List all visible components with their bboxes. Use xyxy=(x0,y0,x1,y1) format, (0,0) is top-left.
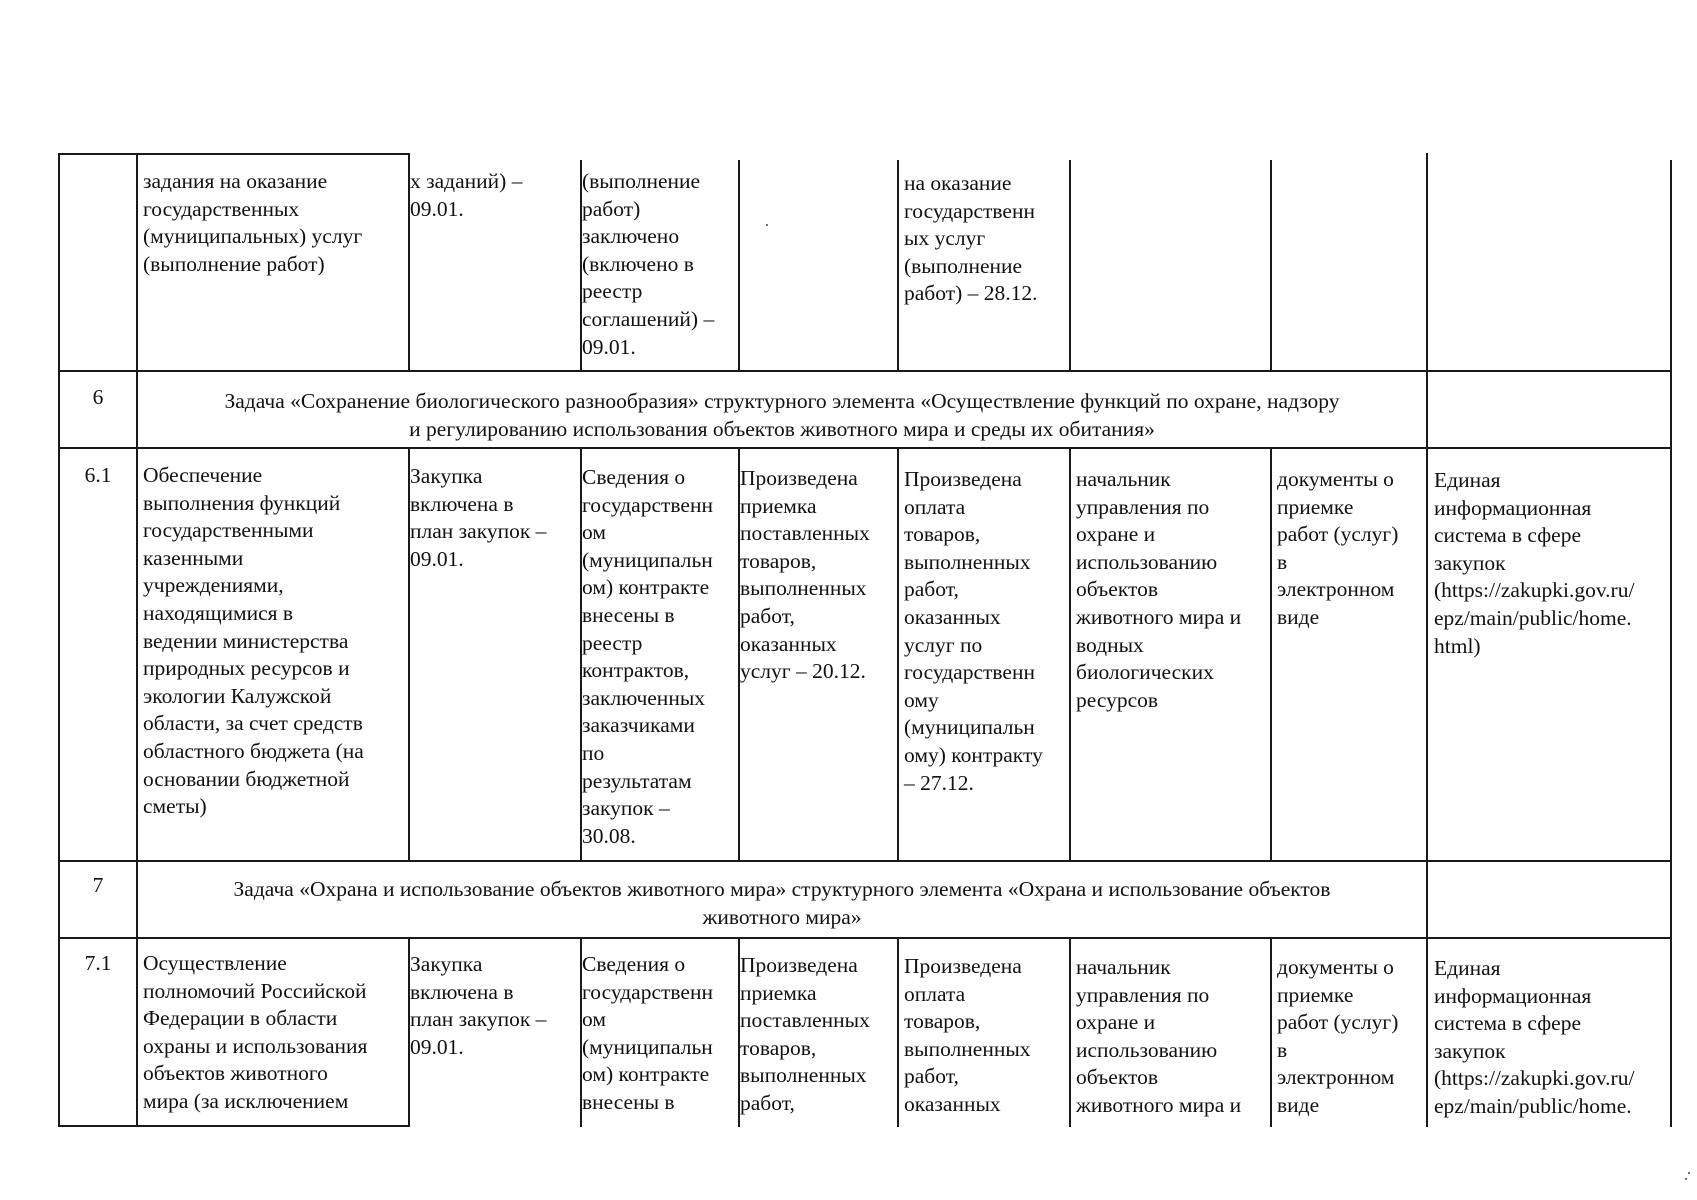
table-rule-col-9 xyxy=(1426,153,1428,1127)
table-rule-col-6 xyxy=(1069,937,1071,1127)
table-rule-col-10 xyxy=(1670,160,1672,1127)
table-rule-col-1 xyxy=(136,153,138,1127)
row-6-1-number: 6.1 xyxy=(84,463,112,487)
row-7-1-event1: Закупка включена в план закупок – 09.01. xyxy=(410,952,547,1059)
task-6-text: Задача «Сохранение биологического разнообразия» структурного элемента «Осуществление функций по охране, надзору и регулированию использования объектов животного мира и среды их обитания» xyxy=(224,389,1340,441)
table-rule-col-7 xyxy=(1270,160,1272,372)
row-7-1-system: Единая информационная система в сфере закупок (https://zakupki.gov.ru/ epz/main/public/home. xyxy=(1434,956,1635,1118)
row-7-1-event3: Произведена приемка поставленных товаров, выполненных работ, xyxy=(740,953,870,1115)
table-rule-bottom xyxy=(58,1125,408,1127)
table-rule-col-6 xyxy=(1069,160,1071,372)
row-6-1-event1: Закупка включена в план закупок – 09.01. xyxy=(410,464,547,571)
row-6-1-event3: Произведена приемка поставленных товаров, выполненных работ, оказанных услуг – 20.12. xyxy=(740,466,870,684)
top-row-event4-cell: на оказание государственн ых услуг (выполнение работ) – 28.12. xyxy=(904,171,1038,306)
row-7-1-document: документы о приемке работ (услуг) в электронном виде xyxy=(1277,955,1399,1117)
table-rule-col-7 xyxy=(1270,937,1272,1127)
scan-speck xyxy=(766,224,768,226)
table-rule-col-5 xyxy=(897,937,899,1127)
table-rule-top xyxy=(58,153,408,155)
table-rule-col-7 xyxy=(1270,447,1272,862)
task-6-number: 6 xyxy=(92,385,104,409)
top-row-name-cell: задания на оказание государственных (муниципальных) услуг (выполнение работ) xyxy=(143,169,363,276)
table-rule-row-6-1 xyxy=(58,447,1672,449)
table-rule-col-5 xyxy=(897,160,899,372)
row-7-1-event4: Произведена оплата товаров, выполненных работ, оказанных xyxy=(904,954,1031,1116)
scan-speck xyxy=(1685,1178,1687,1180)
row-7-1-responsible: начальник управления по охране и использованию объектов животного мира и xyxy=(1076,955,1242,1117)
row-6-1-system: Единая информационная система в сфере закупок (https://zakupki.gov.ru/ epz/main/public/home. html) xyxy=(1434,468,1635,658)
table-rule-col-5 xyxy=(897,447,899,862)
row-6-1-name: Обеспечение выполнения функций государственными казенными учреждениями, находящимися в ведении министерства природных ресурсов и экологии Калужской области, за счет средств областного бюджета (на основании бюджетной сметы) xyxy=(143,463,364,819)
row-7-1-event2: Сведения о государственн ом (муниципальн ом) контракте внесены в xyxy=(582,952,713,1114)
row-6-1-document: документы о приемке работ (услуг) в электронном виде xyxy=(1277,467,1399,629)
top-row-event1-cell: х заданий) – 09.01. xyxy=(410,169,523,221)
row-6-1-responsible: начальник управления по охране и использованию объектов животного мира и водных биологических ресурсов xyxy=(1076,467,1242,712)
task-7-text: Задача «Охрана и использование объектов животного мира» структурного элемента «Охрана и использование объектов животного мира» xyxy=(233,877,1331,929)
row-7-1-number: 7.1 xyxy=(84,951,112,975)
table-rule-row-6 xyxy=(58,370,1672,372)
row-6-1-event2: Сведения о государственн ом (муниципальн ом) контракте внесены в реестр контрактов, заключенных заказчиками по результатам закупок – 30.08. xyxy=(582,465,713,848)
table-rule-col-6 xyxy=(1069,447,1071,862)
table-rule-row-7 xyxy=(58,860,1672,862)
scan-speck xyxy=(1688,1172,1690,1174)
table-rule-col-0 xyxy=(58,153,60,1127)
row-6-1-event4: Произведена оплата товаров, выполненных работ, оказанных услуг по государственн ому (муниципальн ому) контракту – 27.12. xyxy=(904,467,1043,795)
top-row-event2-cell: (выполнение работ) заключено (включено в реестр соглашений) – 09.01. xyxy=(582,169,715,359)
table-rule-row-7-1 xyxy=(58,937,1672,939)
table-rule-col-4 xyxy=(738,160,740,372)
row-7-1-name: Осуществление полномочий Российской Федерации в области охраны и использования объектов животного мира (за исключением xyxy=(143,951,368,1113)
task-7-number: 7 xyxy=(92,873,104,897)
